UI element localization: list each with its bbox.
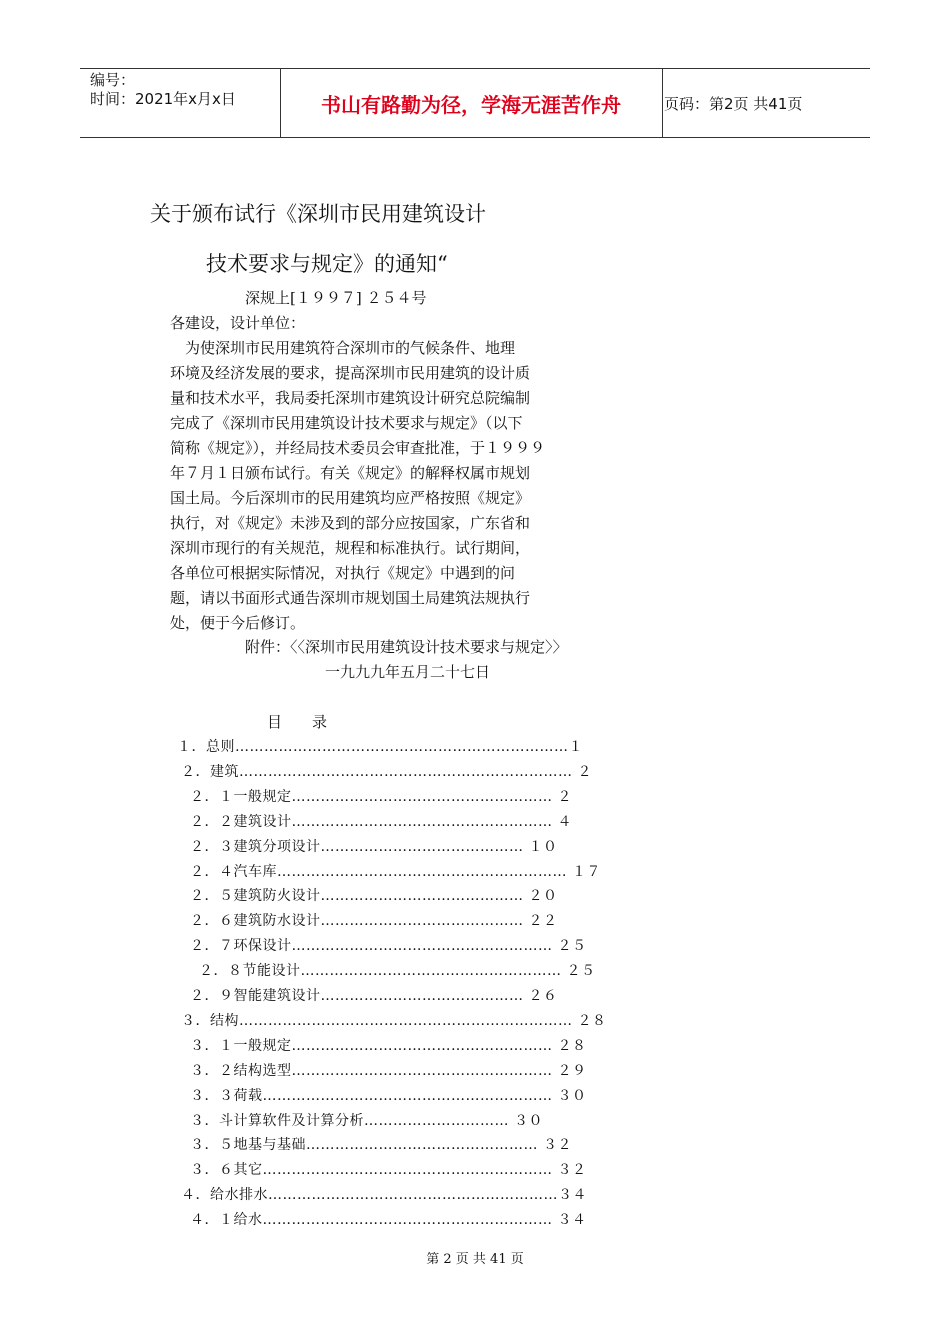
issue-date: 一九九九年五月二十七日 xyxy=(325,663,491,681)
doc-title-line-2: 技术要求与规定》的通知“ xyxy=(206,252,448,276)
toc-entry: ２．１一般规定……………………………………………… ２ xyxy=(190,788,572,805)
header-divider xyxy=(662,69,663,137)
doc-number: 深规上[１９９７] ２５４号 xyxy=(245,289,427,307)
toc-entry: ２．７环保设计……………………………………………… ２５ xyxy=(190,938,587,955)
doc-title-line-1: 关于颁布试行《深圳市民用建筑设计 xyxy=(150,202,486,226)
motto-text: 书山有路勤为径，学海无涯苦作舟 xyxy=(321,92,621,117)
body-line: 处，便于今后修订。 xyxy=(170,614,306,632)
toc-entry: ３．５地基与基础………………………………………… ３２ xyxy=(190,1137,572,1154)
body-line: 年７月１日颁布试行。有关《规定》的解释权属市规划 xyxy=(170,464,531,482)
page-footer xyxy=(0,1248,950,1267)
page-header-table xyxy=(80,68,870,138)
body-line: 完成了《深圳市民用建筑设计技术要求与规定》（以下 xyxy=(170,414,523,432)
header-meta xyxy=(90,71,236,109)
body-line: 简称《规定》），并经局技术委员会审查批准，于１９９９ xyxy=(170,439,546,457)
toc-entry: ３．１一般规定……………………………………………… ２８ xyxy=(190,1037,587,1054)
body-line: 环境及经济发展的要求，提高深圳市民用建筑的设计质 xyxy=(170,364,531,382)
attachment: 附件：〈〈深圳市民用建筑设计技术要求与规定〉〉 xyxy=(245,638,568,656)
toc-entry: ２．９智能建筑设计…………………………………… ２６ xyxy=(190,988,558,1004)
header-motto xyxy=(280,69,662,137)
toc-entry: ２．８节能设计……………………………………………… ２５ xyxy=(199,963,596,980)
toc-entry: ２．４汽车库…………………………………………………… １７ xyxy=(190,863,601,880)
toc-heading: 目 录 xyxy=(267,713,328,731)
body-line: 国土局。今后深圳市的民用建筑均应严格按照《规定》 xyxy=(170,489,531,507)
body-line: 量和技术水平，我局委托深圳市建筑设计研究总院编制 xyxy=(170,389,531,407)
time-label: 时间：2021年x月x日 xyxy=(90,90,236,108)
body-line: 执行，对《规定》未涉及到的部分应按国家，广东省和 xyxy=(170,514,531,532)
addressee: 各建设，设计单位： xyxy=(170,314,306,332)
toc-entry: ３．６其它…………………………………………………… ３２ xyxy=(190,1162,587,1179)
body-line: 为使深圳市民用建筑符合深圳市的气候条件、地理 xyxy=(185,339,516,357)
toc-entry: ４．１给水…………………………………………………… ３４ xyxy=(190,1212,587,1229)
toc-entry: ３．斗计算软件及计算分析………………………… ３０ xyxy=(190,1112,543,1129)
toc-entry: ２．３建筑分项设计…………………………………… １０ xyxy=(190,838,558,855)
toc-entry: ２．２建筑设计……………………………………………… ４ xyxy=(190,813,572,830)
toc-entry: ３．结构…………………………………………………………… ２８ xyxy=(181,1012,607,1029)
toc-entry: ４．给水排水……………………………………………………３４ xyxy=(181,1187,587,1204)
body-line: 题，请以书面形式通告深圳市规划国土局建筑法规执行 xyxy=(170,589,531,607)
header-page-info: 页码：第2页 共41页 xyxy=(664,94,803,113)
footer-page-label: 第 2 页 共 41 页 xyxy=(426,1252,524,1267)
toc-entry: ２．建筑…………………………………………………………… ２ xyxy=(181,763,592,780)
toc-entry: ３．２结构选型……………………………………………… ２９ xyxy=(190,1062,587,1079)
toc-entry: ２．６建筑防水设计…………………………………… ２２ xyxy=(190,913,558,930)
body-line: 各单位可根据实际情况，对执行《规定》中遇到的问 xyxy=(170,564,516,582)
body-line: 深圳市现行的有关规范，规程和标准执行。试行期间， xyxy=(170,539,531,557)
toc-entry: ２．５建筑防火设计…………………………………… ２０ xyxy=(190,888,558,905)
number-label: 编号： xyxy=(90,71,136,89)
toc-entry: ３．３荷载…………………………………………………… ３０ xyxy=(190,1087,587,1104)
toc-entry: １．总则……………………………………………………………１ xyxy=(177,739,583,755)
